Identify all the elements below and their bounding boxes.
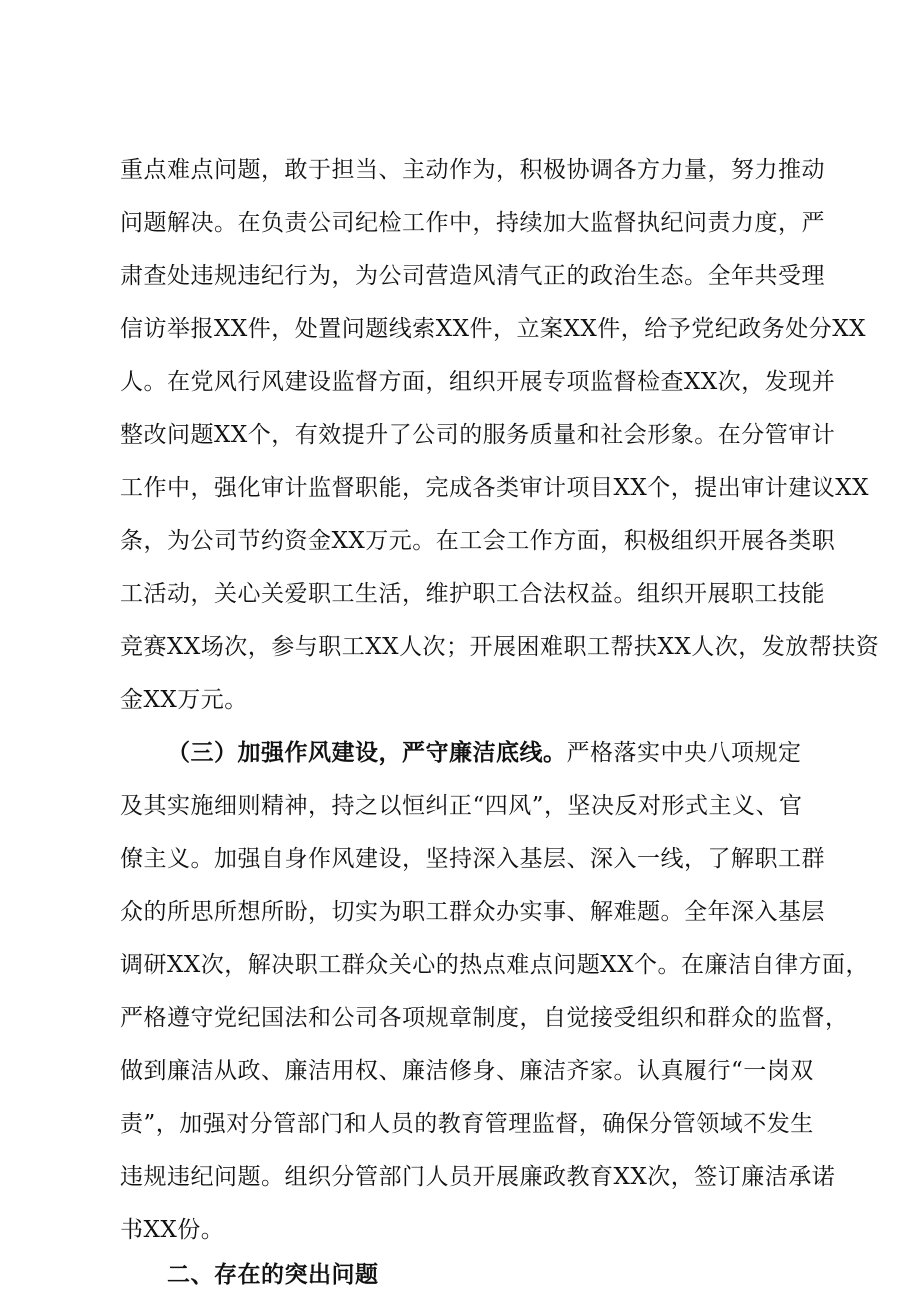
- paragraph-line: 众的所思所想所盼，切实为职工群众办实事、解难题。全年深入基层: [120, 899, 825, 925]
- paragraph-line: 及其实施细则精神，持之以恒纠正“四风”，坚决反对形式主义、官: [120, 793, 803, 819]
- paragraph-line: 金XX万元。: [120, 687, 248, 713]
- paragraph-line: 问题解决。在负责公司纪检工作中，持续加大监督执纪问责力度，严: [120, 210, 825, 236]
- section-3-heading: （三）加强作风建设，严守廉洁底线。: [167, 739, 567, 766]
- paragraph-line: 信访举报XX件，处置问题线索XX件，立案XX件，给予党纪政务处分XX: [120, 316, 866, 342]
- section-3-first-line: [167, 738, 820, 768]
- paragraph-line: 违规违纪问题。组织分管部门人员开展廉政教育XX次，签订廉洁承诺: [120, 1164, 836, 1190]
- section-3-first-line-text: 严格落实中央八项规定: [566, 740, 802, 766]
- paragraph-line: 做到廉洁从政、廉洁用权、廉洁修身、廉洁齐家。认真履行“一岗双: [120, 1058, 814, 1084]
- paragraph-line: 书XX份。: [120, 1217, 225, 1243]
- paragraph-line: 严格遵守党纪国法和公司各项规章制度，自觉接受组织和群众的监督，: [120, 1005, 849, 1031]
- section-2-heading: 二、存在的突出问题: [167, 1261, 379, 1288]
- paragraph-line: 调研XX次，解决职工群众关心的热点难点问题XX个。在廉洁自律方面，: [120, 952, 869, 978]
- paragraph-line: 工活动，关心关爱职工生活，维护职工合法权益。组织开展职工技能: [120, 581, 825, 607]
- paragraph-line: 人。在党风行风建设监督方面，组织开展专项监督检查XX次，发现并: [120, 369, 836, 395]
- paragraph-line: 重点难点问题，敢于担当、主动作为，积极协调各方力量，努力推动: [120, 157, 825, 183]
- paragraph-line: 整改问题XX个，有效提升了公司的服务质量和社会形象。在分管审计: [120, 422, 836, 448]
- paragraph-line: 竞赛XX场次，参与职工XX人次；开展困难职工帮扶XX人次，发放帮扶资: [120, 634, 880, 660]
- paragraph-line: 责”，加强对分管部门和人员的教育管理监督，确保分管领域不发生: [120, 1111, 814, 1137]
- paragraph-line: 肃查处违规违纪行为，为公司营造风清气正的政治生态。全年共受理: [120, 263, 825, 289]
- paragraph-line: 僚主义。加强自身作风建设，坚持深入基层、深入一线，了解职工群: [120, 846, 825, 872]
- paragraph-line: 条，为公司节约资金XX万元。在工会工作方面，积极组织开展各类职: [120, 528, 836, 554]
- paragraph-line: 工作中，强化审计监督职能，完成各类审计项目XX个，提出审计建议XX: [120, 475, 869, 501]
